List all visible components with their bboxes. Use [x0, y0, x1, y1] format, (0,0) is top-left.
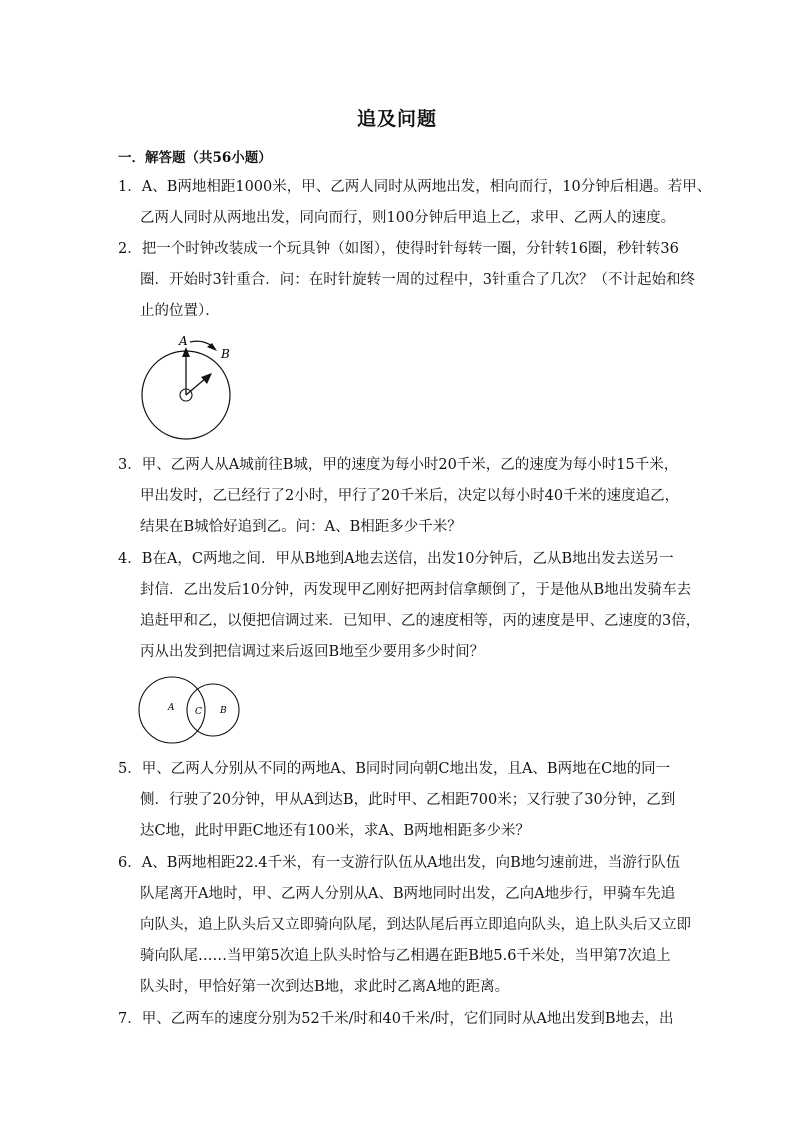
question-7 [118, 1004, 678, 1035]
question-4 [118, 544, 701, 668]
question-6 [118, 848, 691, 1003]
question-line: 4．B在A，C两地之间．甲从B地到A地去送信，出发10分钟后，乙从B地出发去送另一 [118, 551, 674, 567]
question-line: 骑向队尾……当甲第5次追上队头时恰与乙相遇在距B地5.6千米处，当甲第7次追上 [140, 948, 671, 964]
question-line: 乙两人同时从两地出发，同向而行，则100分钟后甲追上乙，求甲、乙两人的速度。 [140, 210, 676, 226]
question-line: 1．A、B两地相距1000米，甲、乙两人同时从两地出发，相向而行，10分钟后相遇。若甲、 [118, 179, 712, 195]
question-line: 丙从出发到把信调过来后返回B地至少要用多少时间？ [140, 644, 485, 660]
question-5 [118, 754, 678, 847]
question-line: 追赶甲和乙，以便把信调过来．已知甲、乙的速度相等，丙的速度是甲、乙速度的3倍， [140, 613, 701, 629]
circle-label-b: B [220, 706, 227, 716]
question-line: 结果在B城恰好追到乙。问：A、B相距多少千米？ [140, 519, 462, 535]
section-heading: 一．解答题（共56小题） [118, 150, 272, 166]
question-line: 圈．开始时3针重合．问：在时针旋转一周的过程中，3针重合了几次？（不计起始和终 [140, 272, 695, 288]
question-2 [118, 234, 695, 327]
minute-hand-arrow [201, 373, 212, 384]
question-line: 7．甲、乙两车的速度分别为52千米/时和40千米/时，它们同时从A地出发到B地去，出 [118, 1011, 674, 1027]
toy-clock-figure [140, 330, 240, 430]
question-line: 达C地，此时甲距C地还有100米，求A、B两地相距多少米？ [140, 823, 530, 839]
question-line: 队尾离开A地时，甲、乙两人分别从A、B两地同时出发，乙向A地步行，甲骑车先追 [140, 886, 676, 902]
question-line: 5．甲、乙两人分别从不同的两地A、B同时同向朝C地出发，且A、B两地在C地的同一 [118, 761, 671, 777]
question-line: 侧．行驶了20分钟，甲从A到达B，此时甲、乙相距700米；又行驶了30分钟，乙到 [140, 792, 676, 808]
circle-label-a: A [168, 703, 175, 713]
circle-label-c: C [195, 707, 202, 717]
rotation-arrow [190, 341, 212, 346]
hour-hand-arrow [182, 347, 190, 357]
question-line: 队头时，甲恰好第一次到达B地，求此时乙离A地的距离。 [140, 979, 510, 995]
location-circles-figure [138, 672, 244, 748]
clock-label-b: B [221, 347, 230, 361]
question-1 [118, 172, 712, 234]
page-title: 追及问题 [356, 108, 437, 130]
question-3 [118, 450, 678, 543]
question-line: 2．把一个时钟改装成一个玩具钟（如图），使得时针每转一圈，分针转16圈，秒针转36 [118, 241, 679, 257]
question-line: 止的位置）． [140, 303, 220, 319]
clock-label-a: A [179, 334, 188, 348]
question-line: 3．甲、乙两人从A城前往B城，甲的速度为每小时20千米，乙的速度为每小时15千米， [118, 457, 679, 473]
question-line: 甲出发时，乙已经行了2小时，甲行了20千米后，决定以每小时40千米的速度追乙， [140, 488, 680, 504]
minute-hand [186, 378, 206, 395]
question-line: 封信．乙出发后10分钟，丙发现甲乙刚好把两封信拿颠倒了，于是他从B地出发骑车去 [140, 582, 692, 598]
question-line: 6．A、B两地相距22.4千米，有一支游行队伍从A地出发，向B地匀速前进，当游行队伍 [118, 855, 681, 871]
question-line: 向队头，追上队头后又立即骑向队尾，到达队尾后再立即追向队头，追上队头后又立即 [140, 917, 691, 933]
